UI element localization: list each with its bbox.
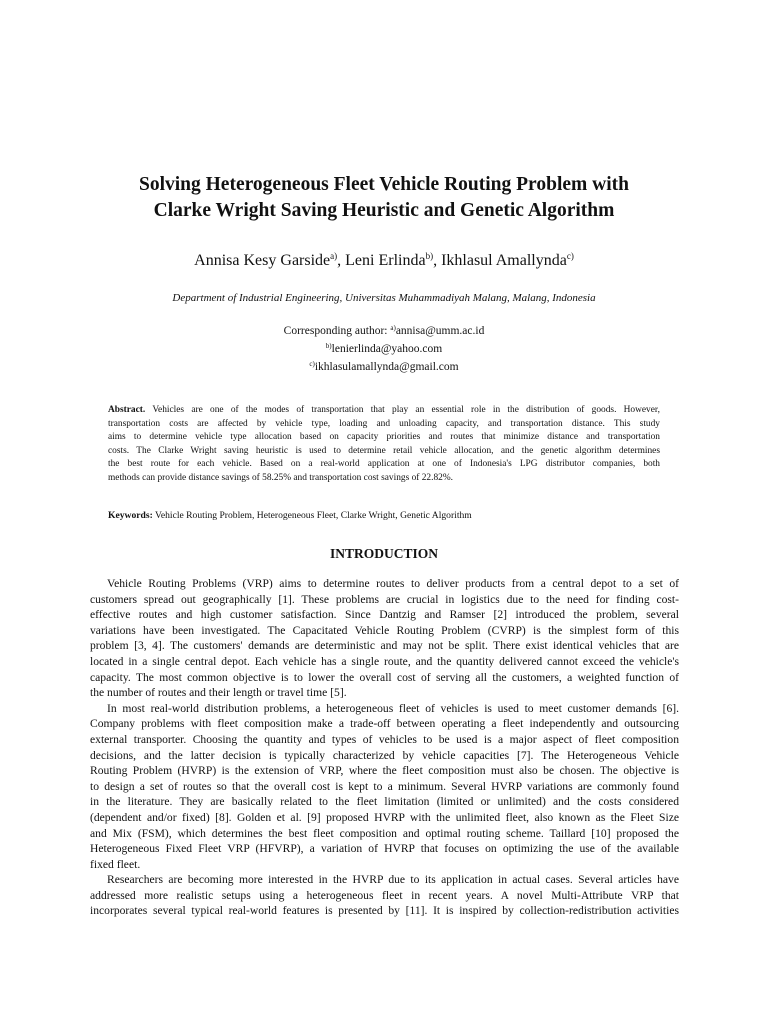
author-name: Annisa Kesy Garside [194, 252, 331, 269]
paragraph [90, 872, 679, 919]
text-line: in the literature. They are basically related to the fleet limitation (limited or unlimited) and the costs considered [90, 795, 679, 809]
text-line: decisions, and the latter decision is typically characterized by vehicle capacities [7]. The Heterogeneous Vehicle [90, 748, 679, 762]
text-line: effective routes and high customer satisfaction. Since Dantzig and Ramser [2] introduced the problem, several [90, 608, 679, 622]
text-line: capacity. The most common objective is to lower the overall cost of serving all the customers, a weighted function of [90, 670, 679, 684]
keywords [108, 509, 668, 522]
email-mark: a) [390, 324, 396, 332]
author-mark: b) [425, 251, 434, 261]
text-line: fixed fleet. [90, 857, 141, 871]
author-mark: c) [566, 251, 574, 261]
text-line: customers spread out geographically [1]. These problems are crucial in logistics due to the need for finding cost- [90, 592, 679, 606]
author-name: Leni Erlinda [345, 252, 426, 269]
text-line: and Mix (FSM), which determines the best fleet composition and optimal routing scheme. Taillard [10] proposed the [90, 826, 679, 840]
text-line: Company problems with fleet composition make a trade-off between operating a fleet independently and outsourcing [90, 717, 679, 731]
text-line: to design a set of routes so that the overall cost is kept to a minimum. Several HVRP variations are commonly found [90, 779, 679, 793]
abstract-line: costs. The Clarke Wright saving heuristic is used to determine retail vehicle allocation, and the genetic algorithm determines [108, 445, 660, 456]
text-line: Heterogeneous Fixed Fleet VRP (HFVRP), a variation of HVRP that focuses on optimizing the use of the available [90, 842, 679, 856]
text-line: Routing Problem (HVRP) is the extension of VRP, where the fleet composition must also be chosen. The objective is [90, 764, 679, 778]
section-heading: INTRODUCTION [329, 546, 438, 561]
paragraph [90, 576, 679, 701]
corresponding-line [60, 339, 708, 357]
body-text [90, 576, 679, 919]
text-line: the number of routes and their length or travel time [5]. [90, 686, 347, 700]
author-separator: , [433, 252, 442, 269]
keywords-label: Keywords: [108, 510, 153, 521]
paper-title [60, 172, 708, 224]
text-line: (dependent and/or fixed) [8]. Golden et al. [9] proposed HVRP with the unlimited fleet, also known as the Fleet Size [90, 810, 679, 824]
text-line: located in a single central depot. Each vehicle has a single route, and the quantity delivered cannot exceed the vehicle's [90, 654, 679, 668]
text-line: In most real-world distribution problems, a heterogeneous fleet of vehicles is used to meet customer demands [6]. [107, 701, 679, 715]
abstract-line: the best route for each vehicle. Based on a real-world application at one of Indonesia's LPG distributor companies, both [108, 459, 660, 470]
abstract-line [108, 404, 660, 418]
corresponding-label: Corresponding author: [283, 325, 391, 337]
corresponding-author [60, 321, 708, 375]
author-separator: , [337, 252, 346, 269]
email-link[interactable]: ikhlasulamallynda@gmail.com [314, 361, 459, 373]
email-mark: b) [325, 342, 332, 350]
abstract [108, 404, 660, 486]
text-line: Researchers are becoming more interested in the HVRP due to its application in actual cases. Several articles have [107, 873, 679, 887]
abstract-text: Vehicles are one of the modes of transportation that play an essential role in the distribution of goods. However, [145, 405, 660, 415]
author-name: Ikhlasul Amallynda [441, 252, 567, 269]
text-line: external transporter. Choosing the quantity and types of vehicles to be used is a major aspect of fleet composition [90, 732, 679, 746]
text-line: problem [3, 4]. The customers' demands are deterministic and may not be split. There exist identical vehicles that are [90, 639, 679, 653]
text-line: variations have been investigated. The Capacitated Vehicle Routing Problem (CVRP) is the simplest form of this [90, 623, 679, 637]
affiliation: Department of Industrial Engineering, Universitas Muhammadiyah Malang, Malang, Indonesia [172, 292, 596, 304]
abstract-line: methods can provide distance savings of 58.25% and transportation cost savings of 22.82%. [108, 472, 453, 483]
email-link[interactable]: lenierlinda@yahoo.com [331, 343, 443, 355]
author-mark: a) [330, 251, 338, 261]
abstract-label: Abstract. [108, 405, 146, 415]
text-line: incorporates several typical real-world features is presented by [11]. It is inspired by collection-redistribution activities [90, 904, 679, 918]
text-line: addressed more realistic setups using a heterogeneous fleet in recent years. A novel Multi-Attribute VRP that [90, 888, 679, 902]
abstract-line: aims to determine vehicle type allocation based on capacity priorities and routes that minimize distance and transportation [108, 432, 660, 443]
email-mark: c) [309, 360, 315, 368]
keywords-text: Vehicle Routing Problem, Heterogeneous Fleet, Clarke Wright, Genetic Algorithm [152, 510, 472, 521]
abstract-line: transportation costs are affected by vehicle type, loading and unloading capacity, and transportation distance. This study [108, 418, 660, 429]
corresponding-line [60, 357, 708, 375]
paragraph [90, 701, 679, 873]
title-line: Solving Heterogeneous Fleet Vehicle Routing Problem with [138, 174, 629, 195]
title-line: Clarke Wright Saving Heuristic and Genetic Algorithm [153, 200, 615, 221]
email-link[interactable]: annisa@umm.ac.id [395, 325, 485, 337]
text-line: Vehicle Routing Problems (VRP) aims to determine routes to deliver products from a central depot to a set of [107, 577, 679, 590]
author-list [60, 246, 708, 271]
corresponding-line [60, 321, 708, 339]
